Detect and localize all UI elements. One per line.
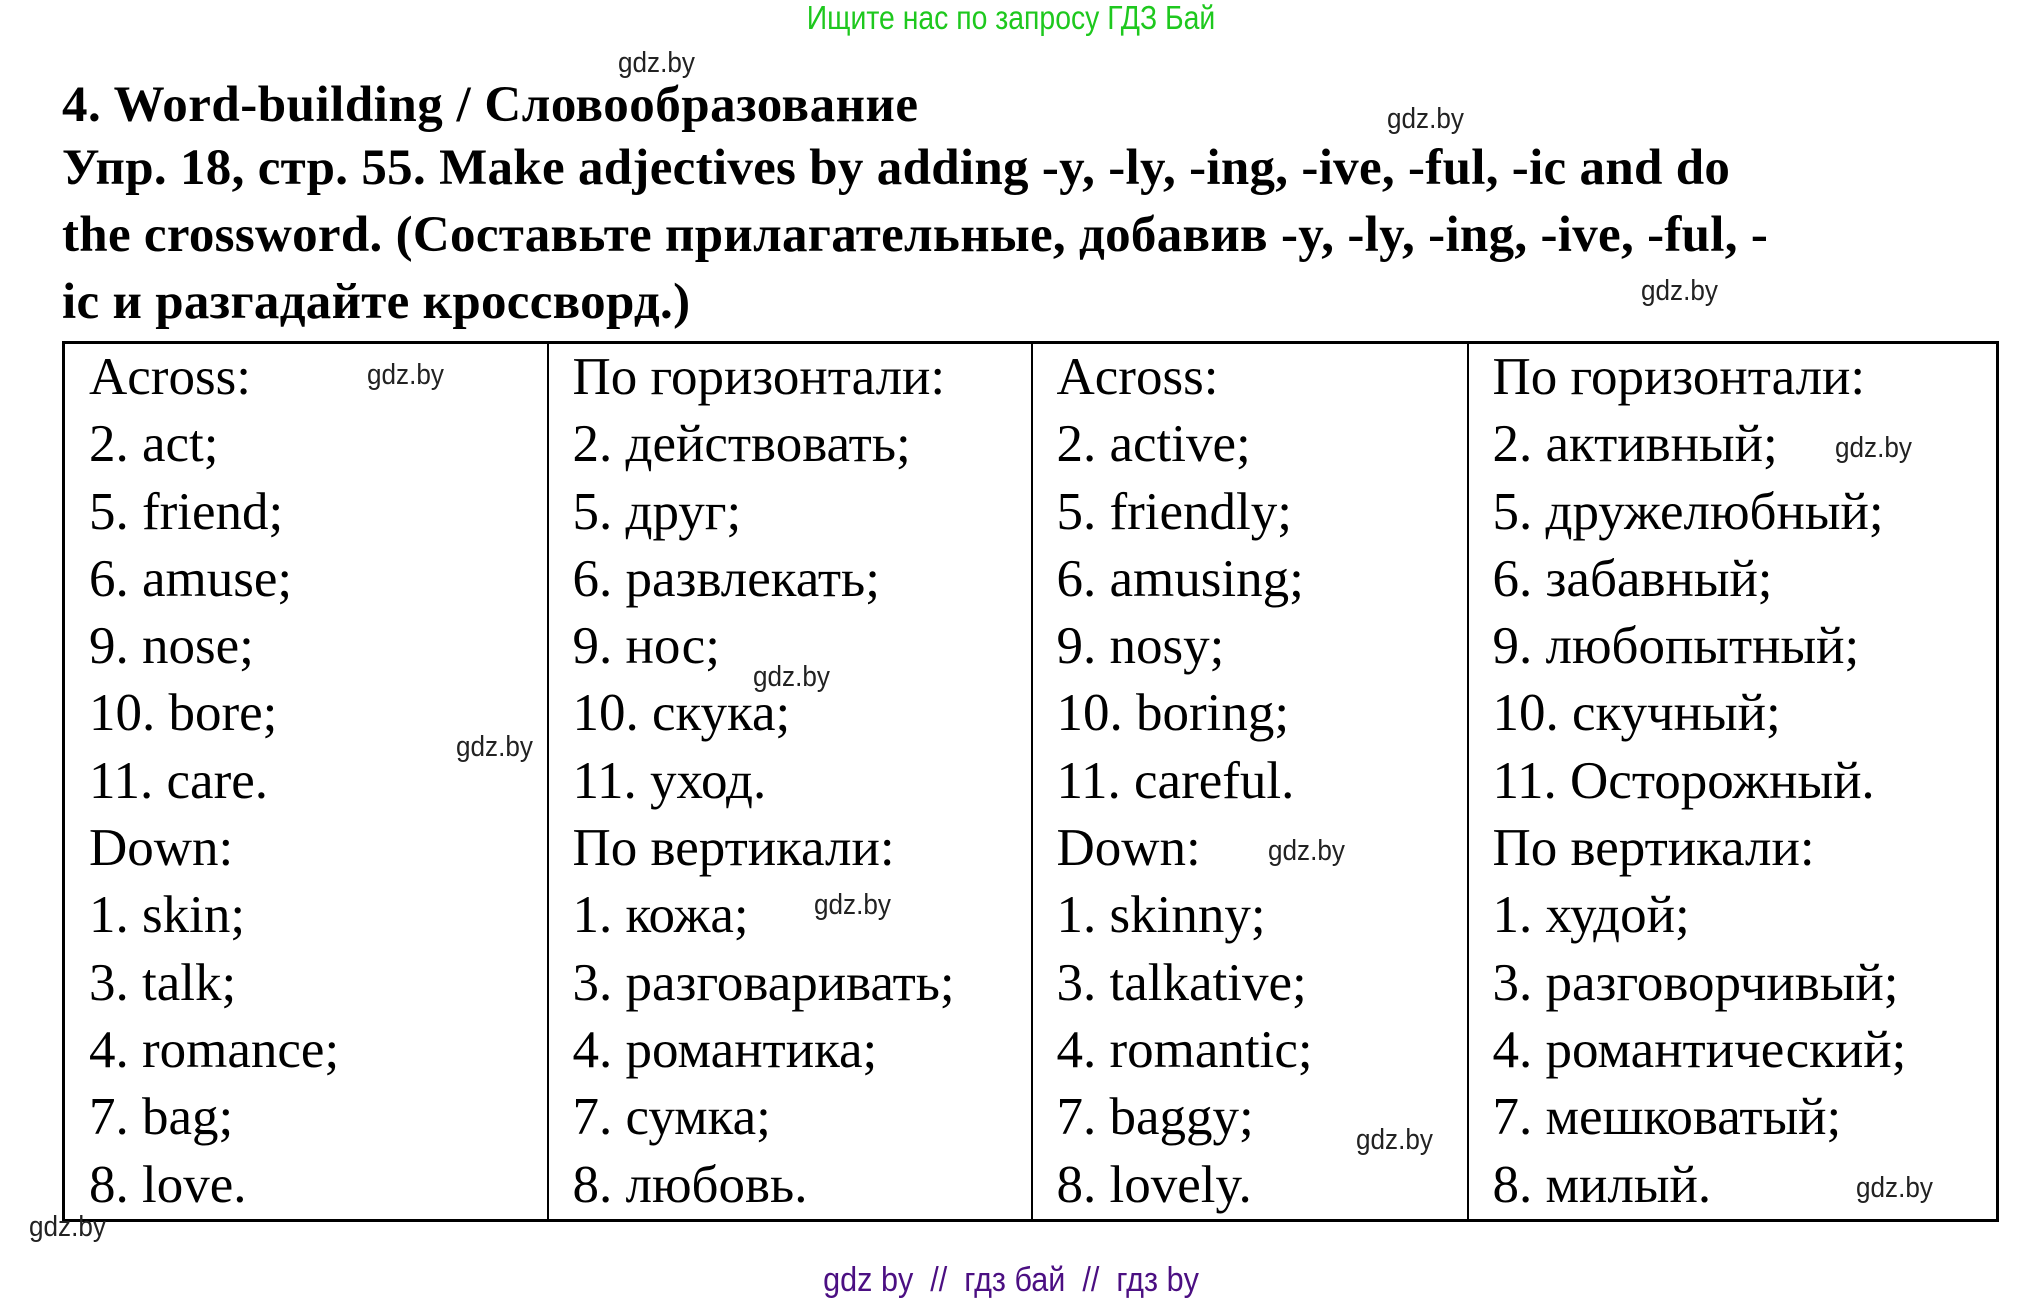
task-line-2: the crossword. (Составьте прилагательные, добавив -y, -ly, -ing, -ive, -ful, - xyxy=(62,207,1769,263)
watermark: gdz.by xyxy=(29,1211,106,1243)
list-item: 7. bag; xyxy=(89,1088,234,1147)
watermark: gdz.by xyxy=(814,889,891,921)
list-item: 1. худой; xyxy=(1492,886,1690,945)
list-item: 6. развлекать; xyxy=(572,549,880,608)
list-item: 4. romantic; xyxy=(1056,1020,1313,1079)
list-item: 10. bore; xyxy=(89,684,278,743)
column-header-across: По горизонтали: xyxy=(572,348,946,406)
column-english-adjectives xyxy=(1032,343,1468,1221)
list-item: 8. lovely. xyxy=(1056,1155,1252,1214)
column-header-down: Down: xyxy=(1056,819,1201,878)
list-item: 9. любопытный; xyxy=(1492,617,1860,676)
list-item: 5. друг; xyxy=(572,482,742,541)
column-header-down: Down: xyxy=(89,819,234,878)
column-russian-words xyxy=(548,343,1032,1221)
list-item: 10. скука; xyxy=(572,684,791,743)
watermark: gdz.by xyxy=(1641,275,1718,307)
column-header-down: По вертикали: xyxy=(572,819,895,878)
column-header-across: Across: xyxy=(89,348,251,406)
list-item: 8. милый. xyxy=(1492,1155,1712,1214)
list-item: 11. careful. xyxy=(1056,751,1295,810)
watermark: gdz.by xyxy=(753,661,830,693)
list-item: 9. nosy; xyxy=(1056,617,1225,676)
task-line-3: ic и разгадайте кроссворд.) xyxy=(62,274,691,330)
list-item: 2. действовать; xyxy=(572,415,911,474)
list-item: 9. nose; xyxy=(89,617,254,676)
list-item: 6. забавный; xyxy=(1492,549,1773,608)
list-item: 5. friendly; xyxy=(1056,482,1292,541)
list-item: 2. активный; xyxy=(1492,415,1778,474)
watermark: gdz.by xyxy=(456,731,533,763)
list-item: 7. baggy; xyxy=(1056,1088,1254,1147)
list-item: 4. romance; xyxy=(89,1020,340,1079)
column-header-down: По вертикали: xyxy=(1492,819,1815,878)
watermark: gdz.by xyxy=(1268,835,1345,867)
list-item: 3. talkative; xyxy=(1056,953,1307,1012)
watermark: gdz.by xyxy=(1856,1172,1933,1204)
list-item: 3. разговаривать; xyxy=(572,953,955,1012)
footer-links: gdz by // гдз бай // гдз by xyxy=(823,1261,1199,1299)
list-item: 6. amuse; xyxy=(89,549,293,608)
list-item: 11. Осторожный. xyxy=(1492,751,1875,810)
column-header-across: Across: xyxy=(1056,348,1219,406)
list-item: 3. разговорчивый; xyxy=(1492,953,1899,1012)
task-line-1: Упр. 18, стр. 55. Make adjectives by adding -y, -ly, -ing, -ive, -ful, -ic and do xyxy=(62,140,1731,196)
watermark: gdz.by xyxy=(618,47,695,79)
column-header-across: По горизонтали: xyxy=(1492,348,1866,406)
search-banner: Ищите нас по запросу ГДЗ Бай xyxy=(806,0,1216,36)
list-item: 5. дружелюбный; xyxy=(1492,482,1884,541)
list-item: 1. skinny; xyxy=(1056,886,1266,945)
list-item: 11. уход. xyxy=(572,751,767,810)
list-item: 7. мешковатый; xyxy=(1492,1088,1842,1147)
list-item: 10. boring; xyxy=(1056,684,1290,743)
list-item: 10. скучный; xyxy=(1492,684,1781,743)
list-item: 4. романтика; xyxy=(572,1020,878,1079)
list-item: 8. love. xyxy=(89,1155,247,1214)
list-item: 3. talk; xyxy=(89,953,237,1012)
crossword-answer-table xyxy=(62,341,1999,1222)
list-item: 5. friend; xyxy=(89,482,284,541)
column-russian-adjectives xyxy=(1468,343,1998,1221)
list-item: 1. skin; xyxy=(89,886,246,945)
watermark: gdz.by xyxy=(1356,1124,1433,1156)
list-item: 2. act; xyxy=(89,415,219,474)
watermark: gdz.by xyxy=(367,359,444,391)
watermark: gdz.by xyxy=(1387,103,1464,135)
list-item: 6. amusing; xyxy=(1056,549,1304,608)
list-item: 11. care. xyxy=(89,751,269,810)
section-heading: 4. Word-building / Словообразование xyxy=(62,77,919,133)
watermark: gdz.by xyxy=(1835,432,1912,464)
list-item: 9. нос; xyxy=(572,617,720,676)
list-item: 4. романтический; xyxy=(1492,1020,1907,1079)
list-item: 8. любовь. xyxy=(572,1155,808,1214)
list-item: 1. кожа; xyxy=(572,886,749,945)
column-english-words xyxy=(64,343,548,1221)
list-item: 2. active; xyxy=(1056,415,1251,474)
list-item: 7. сумка; xyxy=(572,1088,771,1147)
